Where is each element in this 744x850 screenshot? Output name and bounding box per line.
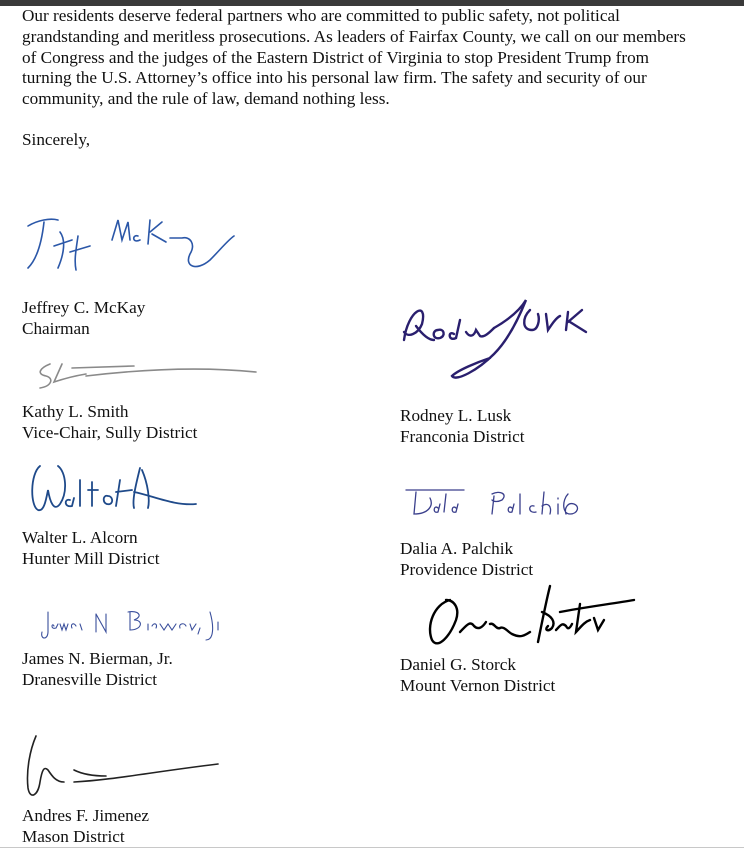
signer-title: Chairman <box>22 319 90 338</box>
signature-palchik <box>404 486 584 526</box>
signer-alcorn <box>22 527 159 569</box>
signature-alcorn <box>24 460 204 520</box>
signer-lusk <box>400 405 525 447</box>
signer-title: Franconia District <box>400 427 525 446</box>
signer-name: James N. Bierman, Jr. <box>22 649 173 668</box>
signer-title: Hunter Mill District <box>22 549 160 568</box>
signer-name: Jeffrey C. McKay <box>22 298 146 317</box>
page-bottom-rule <box>0 847 744 848</box>
signature-bierman <box>38 606 228 646</box>
signer-title: Mason District <box>22 827 125 846</box>
signer-name: Dalia A. Palchik <box>400 539 514 558</box>
letter-body: Our residents deserve federal partners who are committed to public safety, not political grandstanding and meritless prosecutions. As leaders of Fairfax County, we call on our members of Congress and the judges of the Eastern District of Virginia to stop President Trump from turning the U.S. Attorney’s office into his personal law firm. The safety and security of our community, and the rule of law, demand nothing less. <box>22 6 686 109</box>
signer-name: Rodney L. Lusk <box>400 406 512 425</box>
signer-storck <box>400 654 555 696</box>
signer-palchik <box>400 538 533 580</box>
signer-title: Mount Vernon District <box>400 676 556 695</box>
signature-jimenez <box>22 730 232 804</box>
signer-mckay <box>22 297 145 339</box>
signer-title: Dranesville District <box>22 670 158 689</box>
signer-name: Daniel G. Storck <box>400 655 516 674</box>
signature-lusk <box>398 290 618 390</box>
signature-mckay <box>20 210 240 280</box>
signer-name: Walter L. Alcorn <box>22 528 138 547</box>
signer-smith <box>22 401 197 443</box>
signature-smith <box>26 358 266 398</box>
signer-title: Vice-Chair, Sully District <box>22 423 198 442</box>
signer-bierman <box>22 648 173 690</box>
signature-storck <box>420 582 640 652</box>
signer-jimenez <box>22 805 149 847</box>
signer-name: Andres F. Jimenez <box>22 806 150 825</box>
signer-name: Kathy L. Smith <box>22 402 129 421</box>
signer-title: Providence District <box>400 560 534 579</box>
letter-closing: Sincerely, <box>22 130 91 149</box>
